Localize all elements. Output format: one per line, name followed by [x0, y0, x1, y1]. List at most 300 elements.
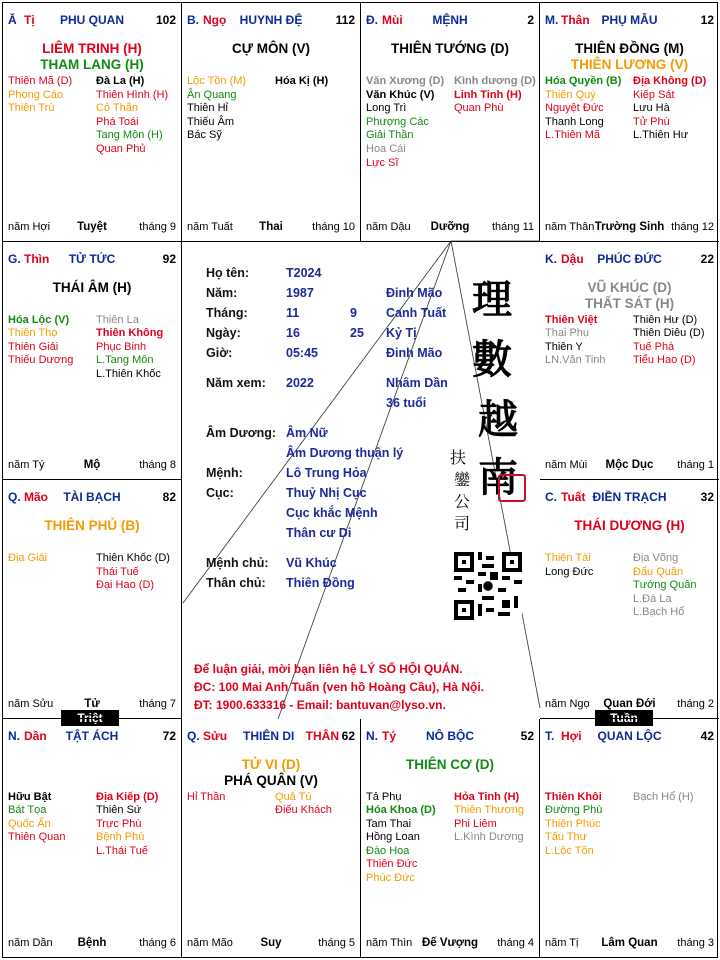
palace-name: NÔ BỘC [426, 728, 474, 743]
minor-stars-left [366, 75, 444, 170]
palace-stem: K. [545, 251, 557, 266]
menh-value: Lô Trung Hỏa [286, 465, 367, 480]
palace-branch: Tị [24, 13, 35, 27]
palace-name: PHU QUAN [59, 13, 124, 27]
minor-stars-left [187, 75, 246, 143]
minor-star: Thiên Y [545, 340, 583, 353]
day-label: Ngày: [206, 325, 241, 340]
main-stars [361, 41, 539, 57]
minor-stars-left [8, 75, 72, 116]
amduong-label: Âm Dương: [206, 425, 277, 440]
palace-branch: Dậu [561, 251, 584, 266]
main-star: THÁI DƯƠNG (H) [574, 518, 685, 533]
main-stars [182, 757, 360, 789]
palace-name: ĐIỀN TRẠCH [592, 490, 667, 504]
main-star: TỬ VI (D) [241, 756, 301, 772]
minor-star: L.Đà La [633, 592, 672, 605]
palace-branch: Tuất [561, 490, 586, 504]
minor-star: Thiên Diêu (D) [633, 327, 705, 340]
palace-cell[interactable] [361, 719, 540, 958]
red-seal-stamp [498, 474, 526, 502]
palace-header [366, 13, 534, 27]
main-stars [361, 757, 539, 773]
palace-year: năm Tý [8, 459, 45, 471]
life-stage: Bệnh [77, 937, 107, 949]
minor-star: Bạch Hổ (H) [633, 790, 694, 803]
minor-star: L.Thiên Hư [633, 129, 689, 142]
palace-stem: M. [545, 13, 559, 27]
minor-star: Hỏa Tinh (H) [454, 790, 520, 803]
palace-year: năm Dậu [366, 220, 411, 233]
palace-cell[interactable] [3, 480, 182, 719]
minor-star: Long Đức [545, 565, 594, 578]
minor-star: Tuế Phá [633, 340, 675, 353]
life-stage: Đế Vượng [421, 937, 479, 949]
hour-label: Giờ: [206, 345, 233, 360]
minor-star: Hồng Loan [366, 831, 420, 844]
palace-branch: Thân [561, 13, 590, 27]
main-star: VŨ KHÚC (D) [587, 279, 672, 295]
minor-star: Cô Thần [96, 102, 138, 115]
palace-header [187, 729, 355, 743]
minor-star: Quả Tú [275, 790, 312, 803]
palace-stem: T. [545, 728, 555, 743]
palace-stem: B. [187, 13, 199, 27]
minor-stars-left [545, 552, 593, 579]
minor-star: Nguyệt Đức [545, 102, 604, 115]
name-value: T2024 [286, 265, 322, 280]
palace-branch: Mão [24, 490, 48, 504]
minor-star: Thiên Giải [8, 340, 59, 353]
palace-stem: G. [8, 251, 21, 266]
month-value: 11 [286, 305, 300, 320]
palace-stem: Q. [8, 490, 21, 504]
contact-phone-email: ĐT: 1900.633316 - Email: bantuvan@lyso.vn. [194, 697, 446, 712]
menhchu-label: Mệnh chủ: [206, 555, 269, 570]
palace-year: năm Mùi [545, 459, 588, 471]
main-stars [540, 518, 719, 534]
minor-star: Điếu Khách [275, 804, 332, 817]
horoscope-chart [2, 2, 718, 958]
menh-label: Mệnh: [206, 465, 243, 480]
minor-stars-right [96, 75, 168, 157]
minor-star: Phúc Đức [366, 872, 415, 885]
minor-stars-left [545, 314, 606, 368]
palace-cell[interactable] [182, 3, 361, 242]
day-can: Kỷ Tị [386, 325, 417, 340]
palace-number: 112 [335, 13, 355, 27]
palace-year: năm Dần [8, 937, 53, 949]
than-position: Thân cư Di [286, 525, 352, 540]
palace-footer [8, 698, 176, 712]
palace-number: 42 [700, 728, 714, 743]
palace-footer [187, 937, 355, 951]
minor-star: Thanh Long [545, 115, 604, 128]
month-label: Tháng: [206, 305, 248, 320]
main-stars [3, 280, 181, 296]
palace-number: 22 [700, 251, 714, 266]
minor-star: Bệnh Phù [96, 831, 145, 844]
contact-address: ĐC: 100 Mai Anh Tuấn (ven hồ Hoàng Cầu), Hà Nội. [194, 679, 485, 694]
palace-branch: Tý [382, 728, 397, 743]
palace-number: 12 [700, 13, 714, 27]
minor-star: Hoa Cái [366, 142, 406, 155]
minor-star: Hỉ Thần [187, 790, 226, 803]
minor-star: Trực Phù [96, 817, 142, 830]
minor-star: Văn Khúc (V) [366, 88, 435, 101]
minor-star: L.Thái Tuế [96, 844, 148, 857]
qr-code [454, 552, 522, 620]
minor-stars-right [633, 791, 694, 805]
palace-cell[interactable] [540, 719, 719, 958]
minor-star: Đà La (H) [96, 75, 145, 87]
palace-footer [545, 221, 714, 235]
life-stage: Mộ [83, 459, 101, 471]
minor-star: Quốc Ấn [8, 817, 51, 830]
palace-header [8, 490, 176, 504]
minor-stars-right [96, 791, 158, 859]
minor-star: Tiểu Hao (D) [633, 354, 696, 367]
palace-header [545, 729, 714, 743]
palace-branch: Ngọ [203, 13, 227, 27]
palace-footer [8, 937, 176, 951]
minor-star: Thiên Đức [366, 858, 418, 871]
minor-star: Tang Môn (H) [96, 129, 163, 142]
calligraphy-char-3: 越 [478, 395, 518, 443]
minor-star: Kình dương (D) [454, 75, 536, 87]
minor-star: Thiên Trù [8, 102, 55, 115]
minor-star: Địa Võng [633, 552, 679, 564]
life-stage: Mộc Dục [605, 459, 654, 471]
minor-star: L.Tang Môn [96, 354, 154, 367]
palace-branch: Thìn [24, 251, 50, 266]
view-year-can: Nhâm Dần [386, 375, 448, 390]
minor-star: Văn Xương (D) [366, 75, 445, 87]
palace-branch: Sửu [203, 728, 228, 743]
minor-star: Tấu Thư [545, 831, 588, 844]
main-stars [540, 280, 719, 312]
palace-footer [8, 221, 176, 235]
minor-star: Đại Hao (D) [96, 579, 155, 592]
minor-star: Hóa Kị (H) [275, 75, 329, 87]
minor-star: Thai Phụ [545, 327, 590, 340]
minor-stars-left [8, 791, 65, 845]
life-stage: Thai [259, 220, 283, 233]
age: 36 tuổi [386, 395, 427, 410]
minor-star: Đường Phù [545, 804, 603, 817]
palace-year: năm Tuất [187, 220, 233, 233]
minor-star: Giải Thần [366, 129, 414, 142]
minor-stars-right [633, 314, 705, 368]
palace-header [8, 729, 176, 743]
palace-month: tháng 10 [312, 220, 355, 233]
palace-month: tháng 11 [491, 220, 534, 233]
palace-year: năm Mão [187, 937, 233, 949]
palace-name: TỬ TỨC [68, 251, 116, 266]
life-stage: Tử [84, 697, 100, 710]
palace-branch: Dần [24, 728, 47, 743]
minor-star: Thiên Thương [454, 804, 525, 817]
minor-stars-right [633, 75, 706, 143]
minor-star: L.Lộc Tồn [545, 844, 594, 857]
triet-marker: Triệt [61, 710, 119, 726]
minor-stars-left [8, 314, 73, 368]
minor-star: Tử Phù [633, 115, 670, 128]
palace-header [187, 13, 355, 27]
calligraphy-char-4: 南 [478, 453, 518, 501]
than-marker: THÂN [305, 728, 339, 743]
calligraphy-char-2: 數 [472, 335, 512, 383]
palace-cell[interactable] [540, 242, 719, 481]
view-year-label: Năm xem: [206, 375, 266, 390]
minor-star: Tam Thai [366, 817, 412, 830]
minor-star: Hóa Khoa (D) [366, 804, 436, 817]
minor-stars-left [8, 552, 47, 566]
minor-star: Thái Tuế [96, 565, 139, 578]
hour-can: Đinh Mão [386, 345, 443, 360]
minor-star: Thiên Phúc [545, 817, 601, 830]
minor-stars-right [454, 75, 536, 116]
minor-stars-left [187, 791, 225, 805]
palace-year: năm Hợi [8, 220, 51, 233]
palace-name: TẬT ÁCH [65, 728, 119, 743]
palace-number: 32 [700, 490, 714, 504]
palace-header [545, 490, 714, 504]
minor-star: Phục Binh [96, 340, 147, 353]
palace-name: MỆNH [432, 13, 468, 27]
life-stage: Dưỡng [430, 220, 470, 233]
minor-star: Thiên Tài [545, 552, 591, 564]
day-lunar: 25 [350, 325, 364, 340]
palace-year: năm Thìn [366, 937, 413, 949]
palace-stem: N. [366, 728, 378, 743]
minor-star: Hóa Lộc (V) [8, 313, 70, 326]
amduong-value: Âm Nữ [286, 425, 328, 440]
palace-month: tháng 3 [677, 937, 714, 949]
calligraphy-char-1: 理 [472, 275, 512, 323]
minor-stars-right [633, 552, 697, 620]
palace-month: tháng 4 [497, 937, 534, 949]
palace-number: 62 [341, 728, 355, 743]
palace-footer [366, 937, 534, 951]
palace-footer [545, 698, 714, 712]
center-info-panel [182, 242, 540, 719]
minor-star: Lực Sĩ [366, 156, 399, 169]
minor-stars-left [366, 791, 436, 886]
palace-month: tháng 9 [139, 220, 176, 233]
palace-name: QUAN LỘC [597, 728, 662, 743]
main-star: THIÊN PHỦ (B) [44, 518, 140, 533]
minor-star: L.Thiên Khốc [96, 367, 161, 380]
minor-stars-right [454, 791, 524, 845]
main-star: THẤT SÁT (H) [584, 295, 675, 311]
main-star: THIÊN LƯƠNG (V) [570, 57, 689, 72]
main-star: THIÊN TƯỚNG (D) [391, 41, 509, 56]
palace-cell[interactable] [540, 480, 719, 719]
minor-star: Đào Hoa [366, 844, 410, 857]
palace-footer [187, 221, 355, 235]
minor-star: Thiên Việt [545, 313, 598, 326]
minor-stars-right [275, 75, 328, 89]
minor-star: Phi Liêm [454, 817, 497, 830]
palace-stem: Đ. [366, 13, 378, 27]
minor-star: Linh Tinh (H) [454, 88, 522, 101]
palace-month: tháng 2 [677, 697, 714, 710]
palace-branch: Hợi [561, 728, 582, 743]
main-star: PHÁ QUÂN (V) [224, 772, 318, 788]
minor-star: L.Kình Dương [454, 831, 524, 844]
minor-star: Phá Toái [96, 115, 139, 128]
palace-month: tháng 5 [318, 937, 355, 949]
cuc-label: Cục: [206, 485, 234, 500]
main-star: CỰ MÔN (V) [232, 41, 310, 56]
palace-cell[interactable] [3, 242, 182, 481]
minor-stars-left [545, 791, 602, 859]
palace-number: 52 [520, 728, 534, 743]
thanchu-label: Thân chủ: [206, 575, 266, 590]
minor-star: Thiên Thọ [8, 327, 58, 340]
minor-star: Lưu Hà [633, 102, 670, 115]
minor-star: Thiên Hư (D) [633, 313, 698, 326]
palace-number: 82 [162, 490, 176, 504]
main-star: LIÊM TRINH (H) [42, 41, 142, 56]
minor-star: Quan Phủ [96, 142, 146, 155]
year-value: 1987 [286, 285, 314, 300]
hour-value: 05:45 [286, 345, 318, 360]
palace-branch: Mùi [382, 13, 403, 27]
thanchu-value: Thiên Đồng [286, 575, 355, 590]
minor-star: L.Bạch Hổ [633, 606, 685, 619]
main-stars [3, 41, 181, 73]
menhchu-value: Vũ Khúc [286, 555, 337, 570]
life-stage: Lâm Quan [601, 937, 658, 949]
minor-star: Bát Tọa [8, 804, 47, 817]
palace-number: 2 [527, 13, 534, 27]
year-can: Đinh Mão [386, 285, 443, 300]
minor-stars-right [96, 314, 163, 382]
tuan-marker: Tuần [595, 710, 653, 726]
minor-stars-right [96, 552, 170, 593]
day-value: 16 [286, 325, 300, 340]
palace-footer [366, 221, 534, 235]
main-stars [182, 41, 360, 57]
minor-star: Thiên La [96, 313, 139, 326]
seal-text-3: 公 [454, 491, 471, 511]
palace-header [366, 729, 534, 743]
palace-number: 92 [162, 251, 176, 266]
main-star: THIÊN CƠ (D) [405, 756, 494, 772]
palace-number: 72 [162, 728, 176, 743]
palace-month: tháng 6 [139, 937, 176, 949]
minor-star: Địa Kiếp (D) [96, 790, 159, 803]
minor-star: Thiên Khôi [545, 790, 602, 803]
minor-star: Hóa Quyền (B) [545, 75, 622, 87]
year-label: Năm: [206, 285, 238, 300]
main-star: THÁI ÂM (H) [52, 279, 132, 295]
palace-name: PHỤ MẪU [601, 13, 658, 27]
palace-header [8, 252, 176, 266]
minor-star: Tướng Quân [633, 579, 697, 592]
life-stage: Tuyệt [77, 220, 107, 233]
minor-star: Địa Không (D) [633, 75, 707, 87]
main-star: THAM LANG (H) [40, 57, 144, 72]
minor-star: Hữu Bật [8, 790, 52, 803]
palace-cell[interactable] [3, 719, 182, 958]
palace-stem: N. [8, 728, 20, 743]
minor-star: Thiên Quan [8, 831, 66, 844]
palace-year: năm Ngọ [545, 697, 590, 710]
minor-star: Thiên Hỉ [187, 102, 228, 115]
month-lunar: 9 [350, 305, 357, 320]
minor-stars-right [275, 791, 332, 818]
minor-star: Bác Sỹ [187, 129, 222, 142]
minor-star: Thiên Mã (D) [8, 75, 73, 87]
palace-cell[interactable] [361, 3, 540, 242]
palace-stem: Q. [187, 728, 200, 743]
main-star: THIÊN ĐỒNG (M) [575, 41, 684, 56]
cuc-value: Thuỷ Nhị Cục [286, 485, 367, 500]
minor-star: Thiên Khốc (D) [96, 552, 170, 564]
minor-star: Quan Phù [454, 102, 504, 115]
minor-star: Thiên Sứ [96, 804, 142, 817]
minor-star: Kiếp Sát [633, 88, 675, 101]
cuc-relation: Cục khắc Mệnh [286, 505, 378, 520]
life-stage: Quan Đới [603, 697, 656, 710]
palace-stem: C. [545, 490, 557, 504]
palace-name: THIÊN DI [243, 728, 295, 743]
minor-star: L.Thiên Mã [545, 129, 601, 142]
seal-text-4: 司 [454, 513, 471, 533]
palace-name: PHÚC ĐỨC [597, 251, 662, 266]
palace-header [545, 252, 714, 266]
name-label: Họ tên: [206, 265, 250, 280]
palace-year: năm Sửu [8, 697, 54, 710]
palace-cell[interactable] [3, 3, 182, 242]
palace-cell[interactable] [540, 3, 719, 242]
palace-month: tháng 12 [671, 220, 714, 233]
palace-year: năm Tị [545, 937, 579, 949]
minor-star: Thiên Không [96, 327, 164, 340]
month-can: Canh Tuất [386, 305, 447, 320]
seal-text-2: 鑾 [454, 469, 471, 489]
contact-line-1: Để luận giải, mời bạn liên hệ LÝ SỐ HỘI QUÁN. [194, 661, 463, 676]
minor-star: Địa Giải [8, 552, 48, 564]
view-year-value: 2022 [286, 375, 314, 390]
seal-text-1: 扶 [450, 447, 467, 467]
minor-star: Ân Quang [187, 88, 237, 101]
palace-stem: Ă [8, 13, 17, 27]
minor-star: Phong Cáo [8, 88, 64, 101]
palace-year: năm Thân [545, 220, 595, 233]
palace-name: TÀI BẠCH [63, 490, 121, 504]
minor-star: Tả Phụ [366, 790, 402, 803]
minor-star: Thiên Hình (H) [96, 88, 169, 101]
palace-header [545, 13, 714, 27]
palace-month: tháng 8 [139, 459, 176, 471]
palace-name: HUYNH ĐỆ [239, 13, 303, 27]
minor-star: Long Trì [366, 102, 407, 115]
minor-star: LN.Văn Tinh [545, 354, 606, 367]
minor-stars-left [545, 75, 621, 143]
amduong-relation: Âm Dương thuận lý [286, 445, 404, 460]
life-stage: Suy [260, 937, 282, 949]
minor-star: Thiếu Âm [187, 115, 235, 128]
minor-star: Phượng Các [366, 115, 429, 128]
minor-star: Thiếu Dương [8, 354, 74, 367]
palace-month: tháng 1 [677, 459, 714, 471]
palace-footer [545, 459, 714, 473]
palace-cell[interactable] [182, 719, 361, 958]
